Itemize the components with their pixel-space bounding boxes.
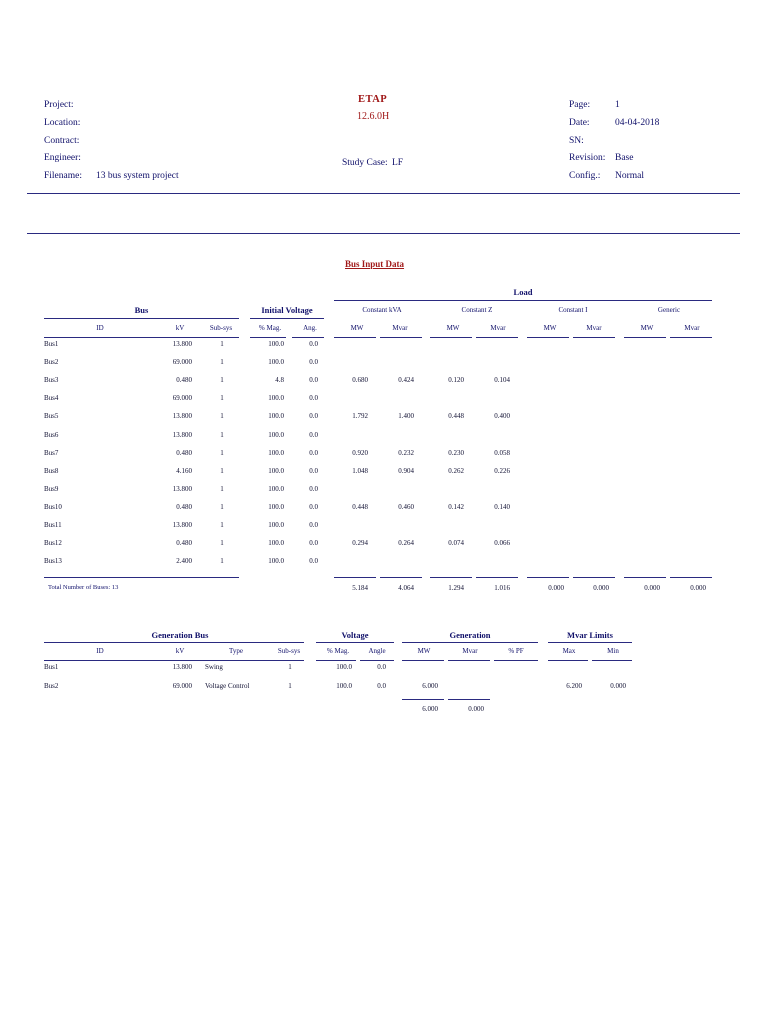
gen-col-min: Min [607, 647, 619, 655]
total-gen-mw: 0.000 [644, 584, 660, 592]
total-kva-mw: 5.184 [352, 584, 368, 592]
load-group-header: Load [513, 287, 533, 297]
bus-kva-mw-cell: 0.680 [352, 376, 368, 385]
bus-mag-cell: 100.0 [268, 539, 284, 548]
col-subsys: Sub-sys [209, 324, 233, 332]
col-mag: % Mag. [258, 324, 282, 332]
generation-bus-header: Generation Bus [151, 630, 209, 640]
col-id: ID [96, 324, 104, 332]
bus-kv-cell: 2.400 [176, 557, 192, 566]
bus-kva-mvar-cell: 0.264 [398, 539, 414, 548]
bus-kv-cell: 69.000 [172, 358, 192, 367]
gen-id-cell: Bus2 [44, 682, 59, 690]
bus-mag-cell: 100.0 [268, 430, 284, 439]
total-rule-4 [476, 577, 518, 578]
gen-col-mag: % Mag. [326, 647, 350, 655]
bus-colhead-rule [44, 337, 239, 338]
bus-kv-cell: 69.000 [172, 394, 192, 403]
bus-ang-cell: 0.0 [309, 430, 318, 439]
app-name: ETAP [358, 94, 388, 105]
gen-subsys-cell: 1 [288, 682, 292, 690]
bus-kva-mw-cell: 0.920 [352, 448, 368, 457]
gen-angle-cell: 0.0 [377, 682, 386, 690]
col-z-mw: MW [446, 324, 460, 332]
bus-id-cell: Bus10 [44, 502, 62, 511]
bus-mag-cell: 100.0 [268, 484, 284, 493]
bus-kva-mw-cell: 0.448 [352, 502, 368, 511]
bus-id-cell: Bus6 [44, 430, 59, 439]
initial-voltage-header: Initial Voltage [261, 305, 313, 315]
total-rule-5 [527, 577, 569, 578]
col-gen-mw: MW [640, 324, 654, 332]
bus-subsys-cell: 1 [220, 539, 224, 548]
bus-subsys-cell: 1 [220, 557, 224, 566]
bus-ang-cell: 0.0 [309, 502, 318, 511]
gen-total-rule-mw [402, 699, 444, 700]
project-label: Project: [44, 100, 74, 110]
bus-z-mvar-cell: 0.058 [494, 448, 510, 457]
total-buses-label: Total Number of Buses: 13 [48, 584, 119, 591]
bus-ang-cell: 0.0 [309, 484, 318, 493]
bus-kv-cell: 0.480 [176, 448, 192, 457]
bus-kva-mw-cell: 1.048 [352, 466, 368, 475]
bus-total-rule [44, 577, 239, 578]
location-label: Location: [44, 118, 81, 128]
gen-colhead-rule-angle [360, 660, 394, 661]
bus-subsys-cell: 1 [220, 340, 224, 348]
bus-ang-cell: 0.0 [309, 376, 318, 385]
total-z-mw: 1.294 [448, 584, 464, 592]
bus-z-mvar-cell: 0.400 [494, 412, 510, 421]
bus-id-cell: Bus13 [44, 557, 62, 566]
bus-subsys-cell: 1 [220, 521, 224, 529]
gen-colhead-rule-max [548, 660, 588, 661]
bus-id-cell: Bus4 [44, 394, 59, 403]
bus-mag-cell: 100.0 [268, 448, 284, 457]
kva-mvar-colhead-rule [380, 337, 422, 338]
bus-z-mvar-cell: 0.140 [494, 502, 510, 511]
z-mw-colhead-rule [430, 337, 472, 338]
constant-kva-header: Constant kVA [362, 306, 402, 314]
bus-z-mvar-cell: 0.226 [494, 466, 510, 475]
gen-colhead-rule-mag [316, 660, 356, 661]
gen-col-angle: Angle [368, 647, 386, 655]
bus-kv-cell: 4.160 [176, 466, 192, 475]
bus-ang-cell: 0.0 [309, 340, 318, 348]
bus-kv-cell: 13.800 [172, 430, 192, 439]
total-i-mvar: 0.000 [593, 584, 609, 592]
bus-z-mvar-cell: 0.104 [494, 376, 510, 385]
gen-total-mvar: 0.000 [468, 705, 484, 713]
col-z-mvar: Mvar [490, 324, 506, 332]
gen-generation-header: Generation [449, 630, 491, 640]
bus-mag-cell: 100.0 [268, 340, 284, 348]
bus-kv-cell: 0.480 [176, 502, 192, 511]
date-label: Date: [569, 118, 590, 128]
gen-angle-cell: 0.0 [377, 663, 386, 671]
revision-label: Revision: [569, 153, 606, 163]
bus-kva-mvar-cell: 0.460 [398, 502, 414, 511]
z-mvar-colhead-rule [476, 337, 518, 338]
bus-z-mw-cell: 0.120 [448, 376, 464, 385]
bus-subsys-cell: 1 [220, 376, 224, 385]
gen-col-mvar: Mvar [462, 647, 478, 655]
engineer-label: Engineer: [44, 153, 81, 163]
sn-label: SN: [569, 136, 584, 146]
bus-kva-mvar-cell: 0.232 [398, 448, 414, 457]
bus-subsys-cell: 1 [220, 412, 224, 421]
gen-colhead-rule-min [592, 660, 632, 661]
bus-mag-cell: 100.0 [268, 394, 284, 403]
contract-label: Contract: [44, 136, 80, 146]
col-i-mw: MW [543, 324, 557, 332]
kva-mw-colhead-rule [334, 337, 376, 338]
i-mw-colhead-rule [527, 337, 569, 338]
col-kv: kV [175, 324, 185, 332]
gen-bus-group-rule [44, 642, 304, 643]
gen-col-id: ID [96, 647, 104, 655]
section-divider [27, 233, 740, 234]
total-i-mw: 0.000 [548, 584, 564, 592]
bus-mag-cell: 100.0 [268, 412, 284, 421]
bus-kva-mvar-cell: 1.400 [398, 412, 414, 421]
bus-kv-cell: 13.800 [172, 484, 192, 493]
constant-z-header: Constant Z [461, 306, 493, 314]
bus-ang-cell: 0.0 [309, 521, 318, 529]
initial-voltage-rule [250, 318, 324, 319]
page-label: Page: [569, 100, 591, 110]
date-value: 04-04-2018 [615, 118, 660, 128]
filename-label: Filename: [44, 171, 82, 181]
i-mvar-colhead-rule [573, 337, 615, 338]
gen-col-subsys: Sub-sys [277, 647, 301, 655]
gen-total-mw: 6.000 [422, 705, 438, 713]
gen-mw-cell: 6.000 [422, 682, 438, 690]
bus-id-cell: Bus3 [44, 376, 59, 385]
bus-ang-cell: 0.0 [309, 448, 318, 457]
bus-kv-cell: 13.800 [172, 340, 192, 348]
header-divider [27, 193, 740, 194]
bus-subsys-cell: 1 [220, 448, 224, 457]
gen-colhead-rule-mw [402, 660, 444, 661]
bus-kva-mw-cell: 0.294 [352, 539, 368, 548]
gen-kv-cell: 69.000 [172, 682, 192, 690]
bus-id-cell: Bus9 [44, 484, 59, 493]
gen-kv-cell: 13.800 [172, 663, 192, 671]
bus-subsys-cell: 1 [220, 394, 224, 403]
bus-id-cell: Bus5 [44, 412, 59, 421]
bus-kva-mvar-cell: 0.904 [398, 466, 414, 475]
bus-ang-cell: 0.0 [309, 412, 318, 421]
bus-subsys-cell: 1 [220, 466, 224, 475]
bus-input-title: Bus Input Data [345, 259, 405, 269]
bus-ang-cell: 0.0 [309, 466, 318, 475]
gen-mvar-limits-header: Mvar Limits [567, 630, 613, 640]
gen-colhead-rule-bus [44, 660, 304, 661]
bus-z-mw-cell: 0.262 [448, 466, 464, 475]
total-gen-mvar: 0.000 [690, 584, 706, 592]
gen-generation-rule [402, 642, 538, 643]
gen-colhead-rule-pf [494, 660, 538, 661]
bus-mag-cell: 100.0 [268, 521, 284, 529]
gen-id-cell: Bus1 [44, 663, 59, 671]
col-ang: Ang. [303, 324, 317, 332]
study-case-label: Study Case: [342, 158, 388, 168]
total-rule-2 [380, 577, 422, 578]
bus-mag-cell: 100.0 [268, 358, 284, 367]
total-z-mvar: 1.016 [494, 584, 510, 592]
total-rule-6 [573, 577, 615, 578]
bus-z-mw-cell: 0.142 [448, 502, 464, 511]
bus-subsys-cell: 1 [220, 358, 224, 367]
bus-id-cell: Bus2 [44, 358, 59, 367]
bus-ang-cell: 0.0 [309, 358, 318, 367]
constant-i-header: Constant I [558, 306, 588, 314]
gen-min-cell: 0.000 [610, 682, 626, 690]
total-rule-8 [670, 577, 712, 578]
config-value: Normal [615, 171, 645, 181]
bus-subsys-cell: 1 [220, 430, 224, 439]
bus-z-mvar-cell: 0.066 [494, 539, 510, 548]
bus-ang-cell: 0.0 [309, 539, 318, 548]
gen-col-mw: MW [417, 647, 431, 655]
gen-voltage-header: Voltage [341, 630, 369, 640]
gen-col-max: Max [562, 647, 576, 655]
gen-max-cell: 6.200 [566, 682, 582, 690]
gen-col-pf: % PF [508, 647, 524, 655]
total-rule-3 [430, 577, 472, 578]
load-group-rule [334, 300, 712, 301]
gen-mvar-colhead-rule [670, 337, 712, 338]
total-rule-1 [334, 577, 376, 578]
bus-group-header: Bus [134, 305, 149, 315]
col-kva-mvar: Mvar [392, 324, 408, 332]
bus-id-cell: Bus8 [44, 466, 59, 475]
gen-type-cell: Swing [205, 663, 223, 671]
total-kva-mvar: 4.064 [398, 584, 414, 592]
bus-kva-mvar-cell: 0.424 [398, 376, 414, 385]
gen-voltage-rule [316, 642, 394, 643]
bus-mag-cell: 100.0 [268, 557, 284, 566]
gen-mvar-limits-rule [548, 642, 632, 643]
gen-colhead-rule-mvar [448, 660, 490, 661]
bus-group-rule [44, 318, 239, 319]
col-kva-mw: MW [350, 324, 364, 332]
config-label: Config.: [569, 171, 601, 181]
study-case-value: LF [392, 158, 404, 168]
bus-mag-cell: 4.8 [275, 376, 284, 385]
gen-col-kv: kV [175, 647, 185, 655]
col-gen-mvar: Mvar [684, 324, 700, 332]
bus-ang-cell: 0.0 [309, 394, 318, 403]
page-value: 1 [615, 100, 620, 110]
bus-ang-cell: 0.0 [309, 557, 318, 566]
gen-col-type: Type [229, 647, 243, 655]
bus-kva-mw-cell: 1.792 [352, 412, 368, 421]
gen-total-rule-mvar [448, 699, 490, 700]
mag-colhead-rule [250, 337, 286, 338]
gen-mag-cell: 100.0 [336, 682, 352, 690]
gen-mag-cell: 100.0 [336, 663, 352, 671]
app-version: 12.6.0H [357, 111, 390, 122]
bus-mag-cell: 100.0 [268, 466, 284, 475]
bus-id-cell: Bus1 [44, 340, 59, 348]
bus-z-mw-cell: 0.448 [448, 412, 464, 421]
bus-id-cell: Bus7 [44, 448, 59, 457]
gen-mw-colhead-rule [624, 337, 666, 338]
bus-subsys-cell: 1 [220, 484, 224, 493]
bus-z-mw-cell: 0.074 [448, 539, 464, 548]
generic-header: Generic [657, 306, 681, 314]
bus-id-cell: Bus11 [44, 521, 62, 529]
bus-z-mw-cell: 0.230 [448, 448, 464, 457]
bus-kv-cell: 0.480 [176, 539, 192, 548]
col-i-mvar: Mvar [586, 324, 602, 332]
bus-kv-cell: 13.800 [172, 521, 192, 529]
gen-type-cell: Voltage Control [205, 682, 250, 690]
ang-colhead-rule [292, 337, 324, 338]
gen-subsys-cell: 1 [288, 663, 292, 671]
bus-subsys-cell: 1 [220, 502, 224, 511]
filename-value: 13 bus system project [96, 171, 179, 181]
revision-value: Base [615, 153, 634, 163]
bus-id-cell: Bus12 [44, 539, 62, 548]
total-rule-7 [624, 577, 666, 578]
bus-mag-cell: 100.0 [268, 502, 284, 511]
bus-kv-cell: 0.480 [176, 376, 192, 385]
bus-kv-cell: 13.800 [172, 412, 192, 421]
